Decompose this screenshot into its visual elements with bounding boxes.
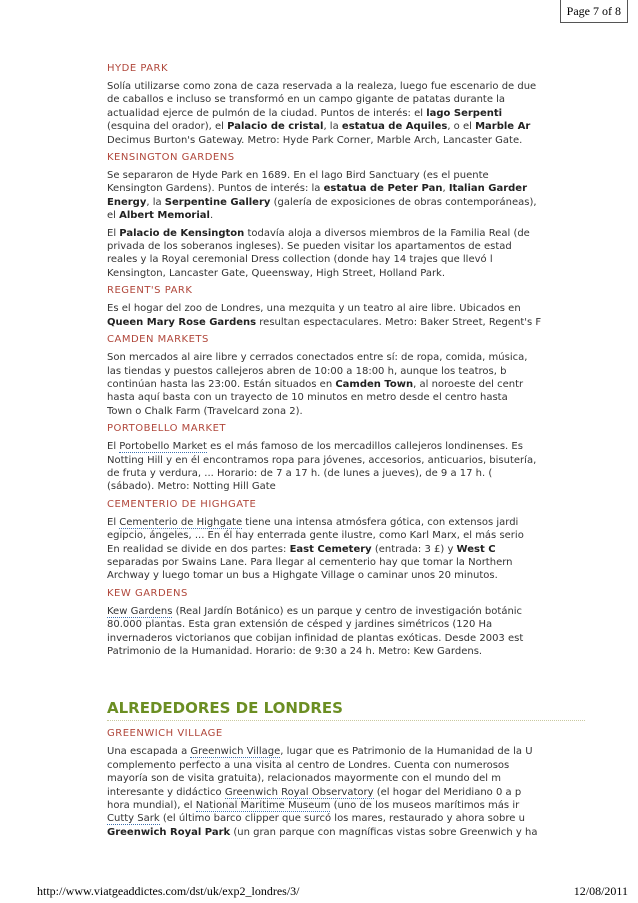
text-line — [107, 543, 585, 556]
text-line — [107, 826, 585, 839]
text: complemento perfecto a una visita al centro de Londres. Cuenta con numerosos — [107, 759, 510, 771]
text: Son mercados al aire libre y cerrados conectados entre sí: de ropa, comida, música, — [107, 352, 528, 364]
text: , lugar que es Patrimonio de la Humanidad de la U — [280, 746, 533, 758]
paragraph — [107, 516, 585, 583]
bold-text: Marble Ar — [475, 121, 531, 133]
text-line — [107, 227, 585, 240]
text: hasta aquí basta con un trayecto de 10 minutos en metro desde el centro hasta — [107, 392, 508, 404]
text: , la — [146, 196, 165, 208]
text: Solía utilizarse como zona de caza reservada a la realeza, luego fue escenario de due — [107, 81, 537, 92]
text-line — [107, 316, 585, 329]
text-line — [107, 480, 585, 493]
section-title-kew-gardens: KEW GARDENS — [107, 587, 188, 599]
text-line — [107, 391, 585, 404]
text: Una escapada a — [107, 746, 191, 758]
text: (sábado). Metro: Notting Hill Gate — [107, 481, 276, 493]
bold-text: Queen Mary Rose Gardens — [107, 316, 257, 328]
text-line — [107, 516, 585, 529]
text-line — [107, 799, 585, 812]
text: de caballos e incluso se transformó en un campo gigante de patatas durante la — [107, 94, 506, 106]
text-line — [107, 93, 585, 106]
paragraph — [107, 169, 585, 223]
text: resultan espectaculares. Metro: Baker Street, Regent's F — [256, 316, 542, 328]
section-title-regent-s-park: REGENT'S PARK — [107, 285, 193, 297]
bold-text: Camden Town — [335, 378, 414, 390]
bold-text: East Cemetery — [289, 543, 372, 555]
text: de fruta y verdura, ... Horario: de 7 a 17 h. (de lunes a jueves), de 9 a 17 h. ( — [107, 467, 493, 479]
text: , o el — [447, 121, 476, 133]
text-line — [107, 107, 585, 120]
text: 80.000 plantas. Esta gran extensión de césped y jardines simétricos (120 Ha — [107, 619, 493, 631]
text: Kensington Gardens). Puntos de interés: la — [107, 183, 324, 195]
paragraph — [107, 80, 585, 147]
text-line — [107, 632, 585, 645]
text-line — [107, 556, 585, 569]
text: Patrimonio de la Humanidad. Horario: de 9:30 a 24 h. Metro: Kew Gardens. — [107, 646, 483, 657]
inline-link[interactable]: Cementerio de Highgate — [119, 516, 243, 528]
text-line — [107, 302, 585, 315]
text: separadas por Swains Lane. Para llegar al cementerio hay que tomar la Northern — [107, 556, 513, 568]
bold-text: Albert Memorial — [119, 210, 210, 222]
text: , — [442, 183, 449, 195]
page-number: Page 7 of 8 — [560, 0, 628, 23]
section-title-portobello-market: PORTOBELLO MARKET — [107, 423, 227, 435]
section-list — [107, 62, 585, 658]
paragraph — [107, 302, 585, 329]
text-line — [107, 812, 585, 825]
inline-link[interactable]: Kew Gardens — [107, 605, 173, 617]
footer-url: http://www.viatgeaddictes.com/dst/uk/exp2_londres/3/ — [37, 884, 300, 898]
text: hora mundial), el — [107, 800, 196, 812]
text-line — [107, 196, 585, 209]
bold-text: West C — [456, 543, 496, 555]
text-line — [107, 440, 585, 453]
text: Es el hogar del zoo de Londres, una mezquita y un teatro al aire libre. Ubicados en — [107, 303, 521, 315]
inline-link[interactable]: Portobello Market — [119, 441, 207, 453]
text-line — [107, 253, 585, 266]
text-line — [107, 120, 585, 133]
text-line — [107, 134, 585, 147]
section-list-2 — [107, 727, 585, 839]
text: (entrada: 3 £) y — [371, 543, 457, 555]
text: todavía aloja a diversos miembros de la Familia Real (de — [244, 227, 530, 239]
text: (uno de los museos marítimos más ir — [330, 800, 520, 812]
text: Kensington, Lancaster Gate, Queensway, High Street, Holland Park. — [107, 267, 446, 279]
bold-text: Palacio de Kensington — [119, 227, 245, 239]
text: , al noroeste del centr — [413, 378, 524, 390]
bold-text: estatua de Aquiles — [341, 121, 448, 133]
text-line — [107, 745, 585, 758]
footer-date: 12/08/2011 — [573, 884, 628, 898]
text: interesante y didáctico — [107, 786, 225, 798]
text-line — [107, 169, 585, 182]
text-line — [107, 405, 585, 418]
text: Town o Chalk Farm (Travelcard zona 2). — [107, 405, 303, 417]
section-title-cementerio-de-highgate: CEMENTERIO DE HIGHGATE — [107, 498, 257, 510]
text-line — [107, 605, 585, 618]
inline-link[interactable]: Cutty Sark — [107, 813, 160, 825]
text: tiene una intensa atmósfera gótica, con extensos jardi — [242, 516, 519, 528]
article-content — [107, 62, 585, 843]
text: (esquina del orador), el — [107, 121, 228, 133]
text: reales y la Royal ceremonial Dress collection (donde hay 14 trajes que llevó l — [107, 254, 493, 266]
text: En realidad se divide en dos partes: — [107, 543, 290, 555]
text-line — [107, 759, 585, 772]
text-line — [107, 786, 585, 799]
bold-text: Serpentine Gallery — [164, 196, 271, 208]
text-line — [107, 240, 585, 253]
paragraph — [107, 227, 585, 281]
text: privada de los soberanos ingleses). Se pueden visitar los apartamentos de estad — [107, 241, 512, 253]
text: (el hogar del Meridiano 0 a p — [373, 786, 522, 798]
text: egipcio, ángeles, ... En él hay enterrada gente ilustre, como Karl Marx, el más serio — [107, 530, 524, 542]
text: El — [107, 227, 120, 239]
text: Notting Hill y en él encontramos ropa para jóvenes, accesorios, anticuarios, bisutería, — [107, 454, 537, 466]
text-line — [107, 378, 585, 391]
text: invernaderos victorianos que cobijan infinidad de plantas exóticas. Desde 2003 est — [107, 632, 524, 644]
text-line — [107, 80, 585, 93]
paragraph — [107, 440, 585, 494]
text: (un gran parque con magníficas vistas sobre Greenwich y ha — [230, 826, 538, 838]
text: continúan hasta las 23:00. Están situados en — [107, 378, 336, 390]
text-line — [107, 267, 585, 280]
inline-link[interactable]: National Maritime Museum — [195, 800, 331, 812]
text: (Real Jardín Botánico) es un parque y centro de investigación botánic — [172, 605, 523, 617]
text-line — [107, 772, 585, 785]
paragraph — [107, 605, 585, 659]
inline-link[interactable]: Greenwich Royal Observatory — [224, 786, 374, 798]
paragraph — [107, 745, 585, 839]
section-title-hyde-park: HYDE PARK — [107, 63, 169, 74]
section-title-greenwich-village: GREENWICH VILLAGE — [107, 728, 223, 740]
section-title-kensington-gardens: KENSINGTON GARDENS — [107, 152, 235, 164]
bold-text: lago Serpenti — [426, 107, 503, 119]
bold-text: Energy — [107, 196, 147, 208]
bold-text: Italian Garder — [448, 183, 528, 195]
section-title-camden-markets: CAMDEN MARKETS — [107, 334, 209, 346]
text: El — [107, 441, 120, 453]
text: mayoría son de visita gratuita), relacionados mayormente con el mundo del m — [107, 773, 501, 785]
text-line — [107, 454, 585, 467]
text-line — [107, 529, 585, 542]
text-line — [107, 182, 585, 195]
text: (galería de exposiciones de obras contemporáneas), — [270, 196, 537, 208]
text: actualidad ejerce de pulmón de la ciudad. Puntos de interés: el — [107, 107, 427, 119]
text-line — [107, 209, 585, 222]
bold-text: Palacio de cristal — [227, 121, 324, 133]
text-line — [107, 645, 585, 658]
text-line — [107, 569, 585, 582]
bold-text: Greenwich Royal Park — [107, 826, 231, 838]
text: Decimus Burton's Gateway. Metro: Hyde Park Corner, Marble Arch, Lancaster Gate. — [107, 134, 523, 146]
text-line — [107, 618, 585, 631]
text: , la — [323, 121, 342, 133]
text: El — [107, 516, 120, 528]
text: es el más famoso de los mercadillos callejeros londinenses. Es — [206, 441, 523, 453]
text: Archway y luego tomar un bus a Highgate Village o caminar unos 20 minutos. — [107, 570, 498, 582]
text-line — [107, 365, 585, 378]
text: el — [107, 210, 120, 222]
text-line — [107, 467, 585, 480]
paragraph — [107, 351, 585, 418]
text: . — [209, 210, 214, 222]
major-heading: ALREDEDORES DE LONDRES — [107, 698, 585, 721]
text: (el último barco clipper que surcó los mares, restaurado y ahora sobre u — [159, 813, 525, 825]
text-line — [107, 351, 585, 364]
bold-text: estatua de Peter Pan — [323, 183, 443, 195]
text: Se separaron de Hyde Park en 1689. En el lago Bird Sanctuary (es el puente — [107, 170, 489, 182]
inline-link[interactable]: Greenwich Village — [190, 746, 281, 758]
text: las tiendas y puestos callejeros abren de 10:00 a 18:00 h, aunque los teatros, b — [107, 365, 507, 377]
